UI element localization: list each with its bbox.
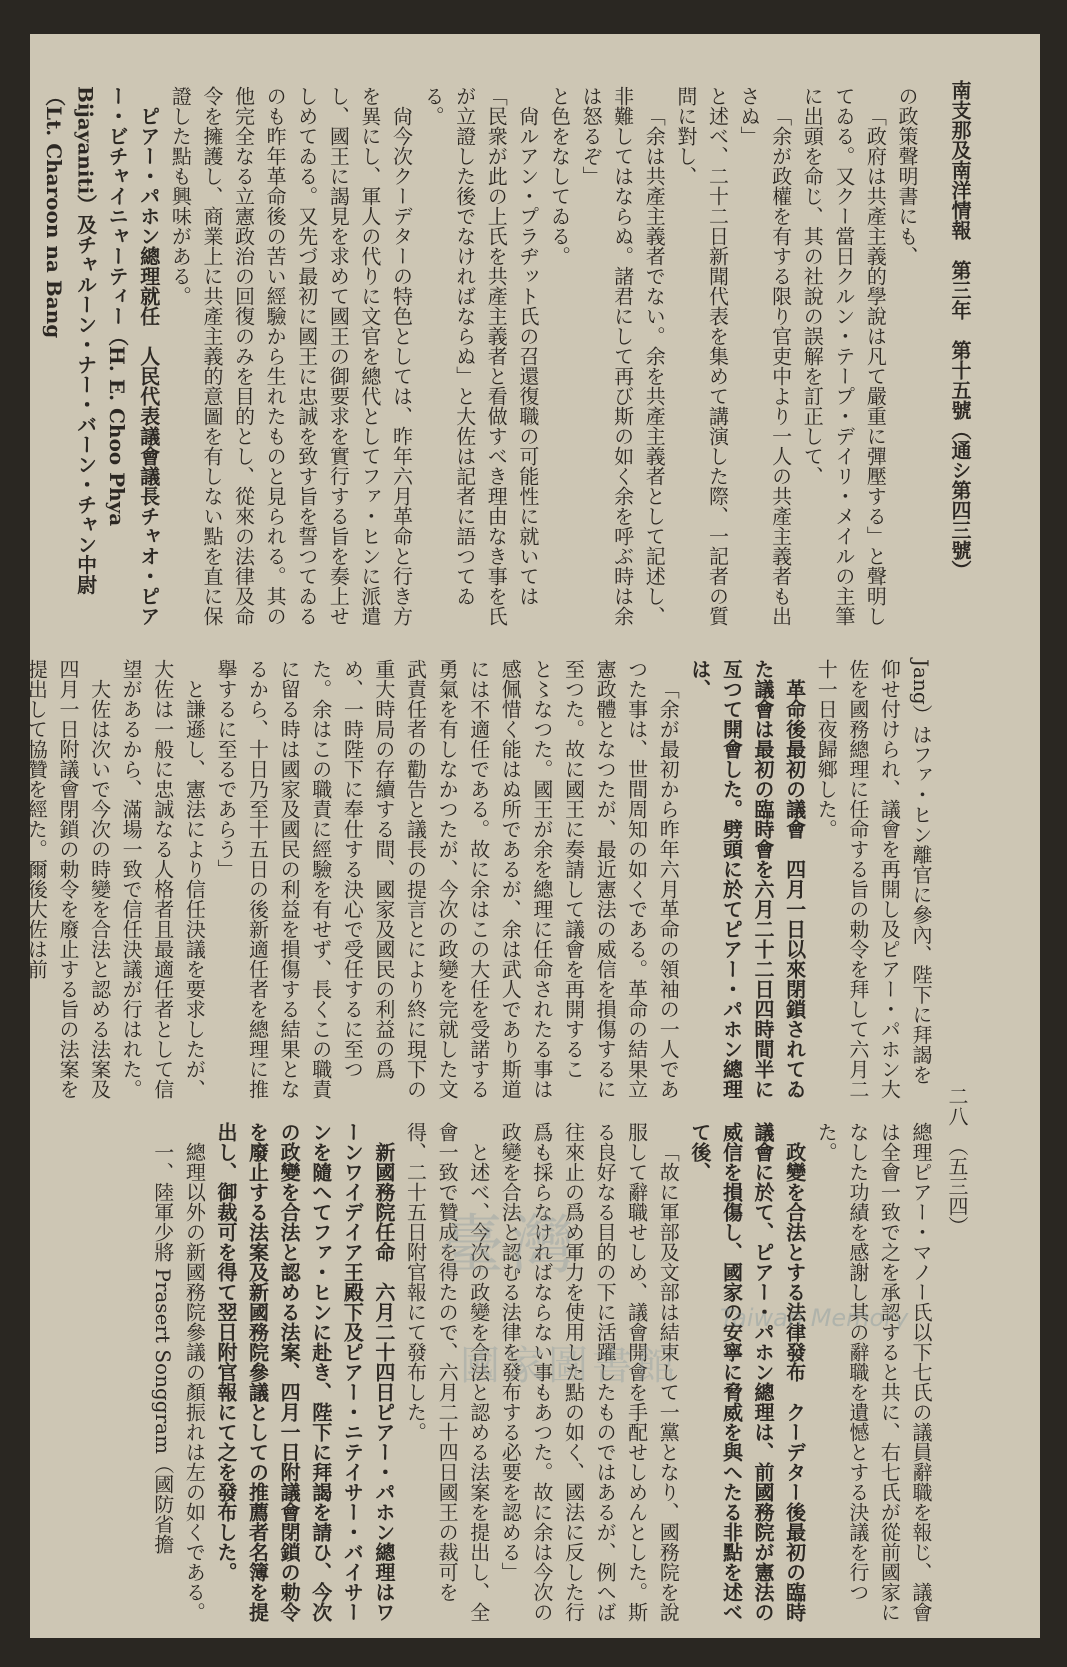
paragraph: クーデター後最初の臨時議會に於て、ピアー・パホン總理は、前國務院が憲法の威信を損傷し、國家の安寧に脅威を與へたる非點を述べて後、 (687, 1122, 807, 1622)
section-heading (683, 659, 809, 1099)
page-number: 二八 （五三四） (945, 1086, 969, 1236)
paragraph: 「故に軍部及文部は結束して一黨となり、國務院を說服して辭職せしめ、議會開會を手配せしめんとした。斯る良好なる目的の下に活躍したものではあるが、例へば往來止の爲め軍力を使用した點の如く、國法に反した行爲も採らなければならない事もあつた。故に余は今次の政變を合法と認むる法律を發布する必要を認める」 (498, 1122, 681, 1622)
paragraph: Jang）はファ・ヒン離官に參內、陛下に拜謁を仰せ付けられ、議會を再開し及ピアー・パホン大佐を國務總理に任命する旨の勅令を拜して六月二十一日夜歸鄉した。 (814, 659, 933, 1099)
watermark-english: Taiwan Memory (720, 1304, 909, 1332)
paragraph: の政策聲明書にも、 (895, 86, 919, 266)
paragraph: 「政府は共產主義的學說は凡て嚴重に彈壓する」と聲明してゐる。又クー當日クルン・テープ・デイリ・メイルの主筆に出頭を命じ、其の社說の誤解を訂正して、 (800, 86, 888, 626)
paragraph: と述べ、二十二日新聞代表を集めて講演した際、一記者の質問に對し、 (673, 86, 730, 626)
paragraph: 「余が政權を有する限り官吏中より一人の共產主義者も出さぬ」 (737, 86, 793, 626)
section-heading-text: 新國務院任命 (371, 1142, 396, 1262)
paragraph: 尙今次クーデターの特色としては、昨年六月革命と行き方を異にし、軍人の代りに文官を總代としてファ・ヒンに派遣し、國王に謁見を求めて國王の御要求を實行する旨を奏上せしめてゐる。又先づ最初に國王に忠誠を致す旨を誓つてゐるのも昨年革命後の苦い經驗から生れたものと見られる。其の他完全なる立憲政治の回復のみを目的とし、從來の法律及命令を擁護し、商業上に共產主義的意圖を有しない點を直に保證した點も興味がある。 (168, 86, 414, 626)
paragraph: 總理ピアー・マノー氏以下七氏の議員辭職を報じ、議會は全會一致で之を承認すると共に、右七氏が從前國家になした功績を感謝し其の辭職を遺憾とする決議を行つた。 (814, 1122, 933, 1622)
section-heading (209, 1122, 399, 1627)
paragraph: と述べ、今次の政變を合法と認める法案を提出し、全會一致で贊成を得たので、六月二十四日國王の裁可を得、二十五日附官報にて發布した。 (403, 1122, 491, 1622)
document-page (24, 34, 1040, 1638)
section-heading-text: 革命後最初の議會 (782, 679, 807, 839)
text-block-middle (24, 659, 936, 1099)
paragraph: と色をなしてゐる。 (547, 86, 572, 266)
paragraph: 尙ルアン・プラヂット氏の召還復職の可能性に就いては「民衆が此の上氏を共產主義者と看做すべき理由なき事を氏が立證した後でなければならぬ」と大佐は記者に語つてゐる。 (421, 86, 540, 626)
paragraph: 人民代表議會議長チャオ・ピアー・ビチャイニャーティー（H. E. Choo Phya Bijayaniti）及チャルーン・ナー・バーン・チャン中尉（Lt. Charoon na Bang (41, 86, 161, 626)
section-heading (37, 86, 163, 641)
section-heading-text: ピアー・パホン總理就任 (136, 106, 161, 326)
paragraph: 總理以外の新國務院參議の顏振れは左の如くである。 (182, 1142, 207, 1622)
paragraph: 四月一日以來閉鎖されてゐた議會は最初の臨時會を六月二十二日四時間半に亙つて開會した。劈頭に於てピアー・パホン總理は、 (687, 659, 807, 1099)
paragraph: と謙遜し、憲法により信任決議を要求したが、大佐は一般に忠誠なる人格者且最適任者として信望があるから、滿場一致で信任決議が行はれた。 (119, 659, 207, 1099)
paragraph: 六月二十四日ピアー・パホン總理はワーンワイデイア王殿下及ピアー・ニテイサー・バイサーンを隨へてファ・ヒンに赴き、陛下に拜謁を請ひ、今次の政變を合法と認める法案、四月一日附議會閉鎖の勅令を廢止する法案及新國務院參議としての推薦者名簿を提出し、御裁可を得て翌日附官報にて之を發布した。 (213, 1122, 396, 1622)
section-heading (683, 1122, 809, 1627)
text-block-lower (150, 1122, 936, 1627)
text-block-upper (41, 86, 922, 641)
running-head: 南支那及南洋情報 第三年 第十五號（通シ第四三號） (948, 80, 972, 580)
paragraph: 一、陸軍少將 Prasert Songgram（國防省擔 (150, 1142, 175, 1555)
section-heading-text: 政變を合法とする法律發布 (782, 1142, 807, 1382)
paragraph: 大佐は次いで今次の時變を合法と認める法案及四月一日附議會閉鎖の勅令を廢止する旨の法案を提出して協贊を經た。爾後大佐は前 (24, 659, 112, 1099)
watermark-subtitle: 國家圖書館 (460, 1343, 680, 1389)
watermark-logo: 臺灣 (440, 1209, 580, 1283)
paragraph: 「余が最初から昨年六月革命の領袖の一人であつた事は、世間周知の如くである。革命の結果立憲政體となつたが、最近憲法の威信を損傷するに至つた。故に國王に奏請して議會を再開すること〻なつた。國王が余を總理に任命されたる事は感佩惜く能はぬ所であるが、余は武人であり斯道には不適任である。故に余はこの大任を受諾する勇氣を有しなかつたが、今次の政變を完就した文武責任者の勸告と議長の提言とにより終に現下の重大時局の存續する間、國家及國民の利益の爲め、一時陛下に奉仕する決心で受任するに至つた。余はこの職責に經驗を有せず、長くこの職責に留る時は國家及國民の利益を損傷する結果となるから、十日乃至十五日の後新適任者を總理に推擧するに至るであらう」 (213, 659, 681, 1099)
paragraph: 「余は共產主義者でない。余を共產主義者として記述し、非難してはならぬ。諸君にして再び斯の如く余を呼ぶ時は余は怒るぞ」 (579, 86, 667, 626)
